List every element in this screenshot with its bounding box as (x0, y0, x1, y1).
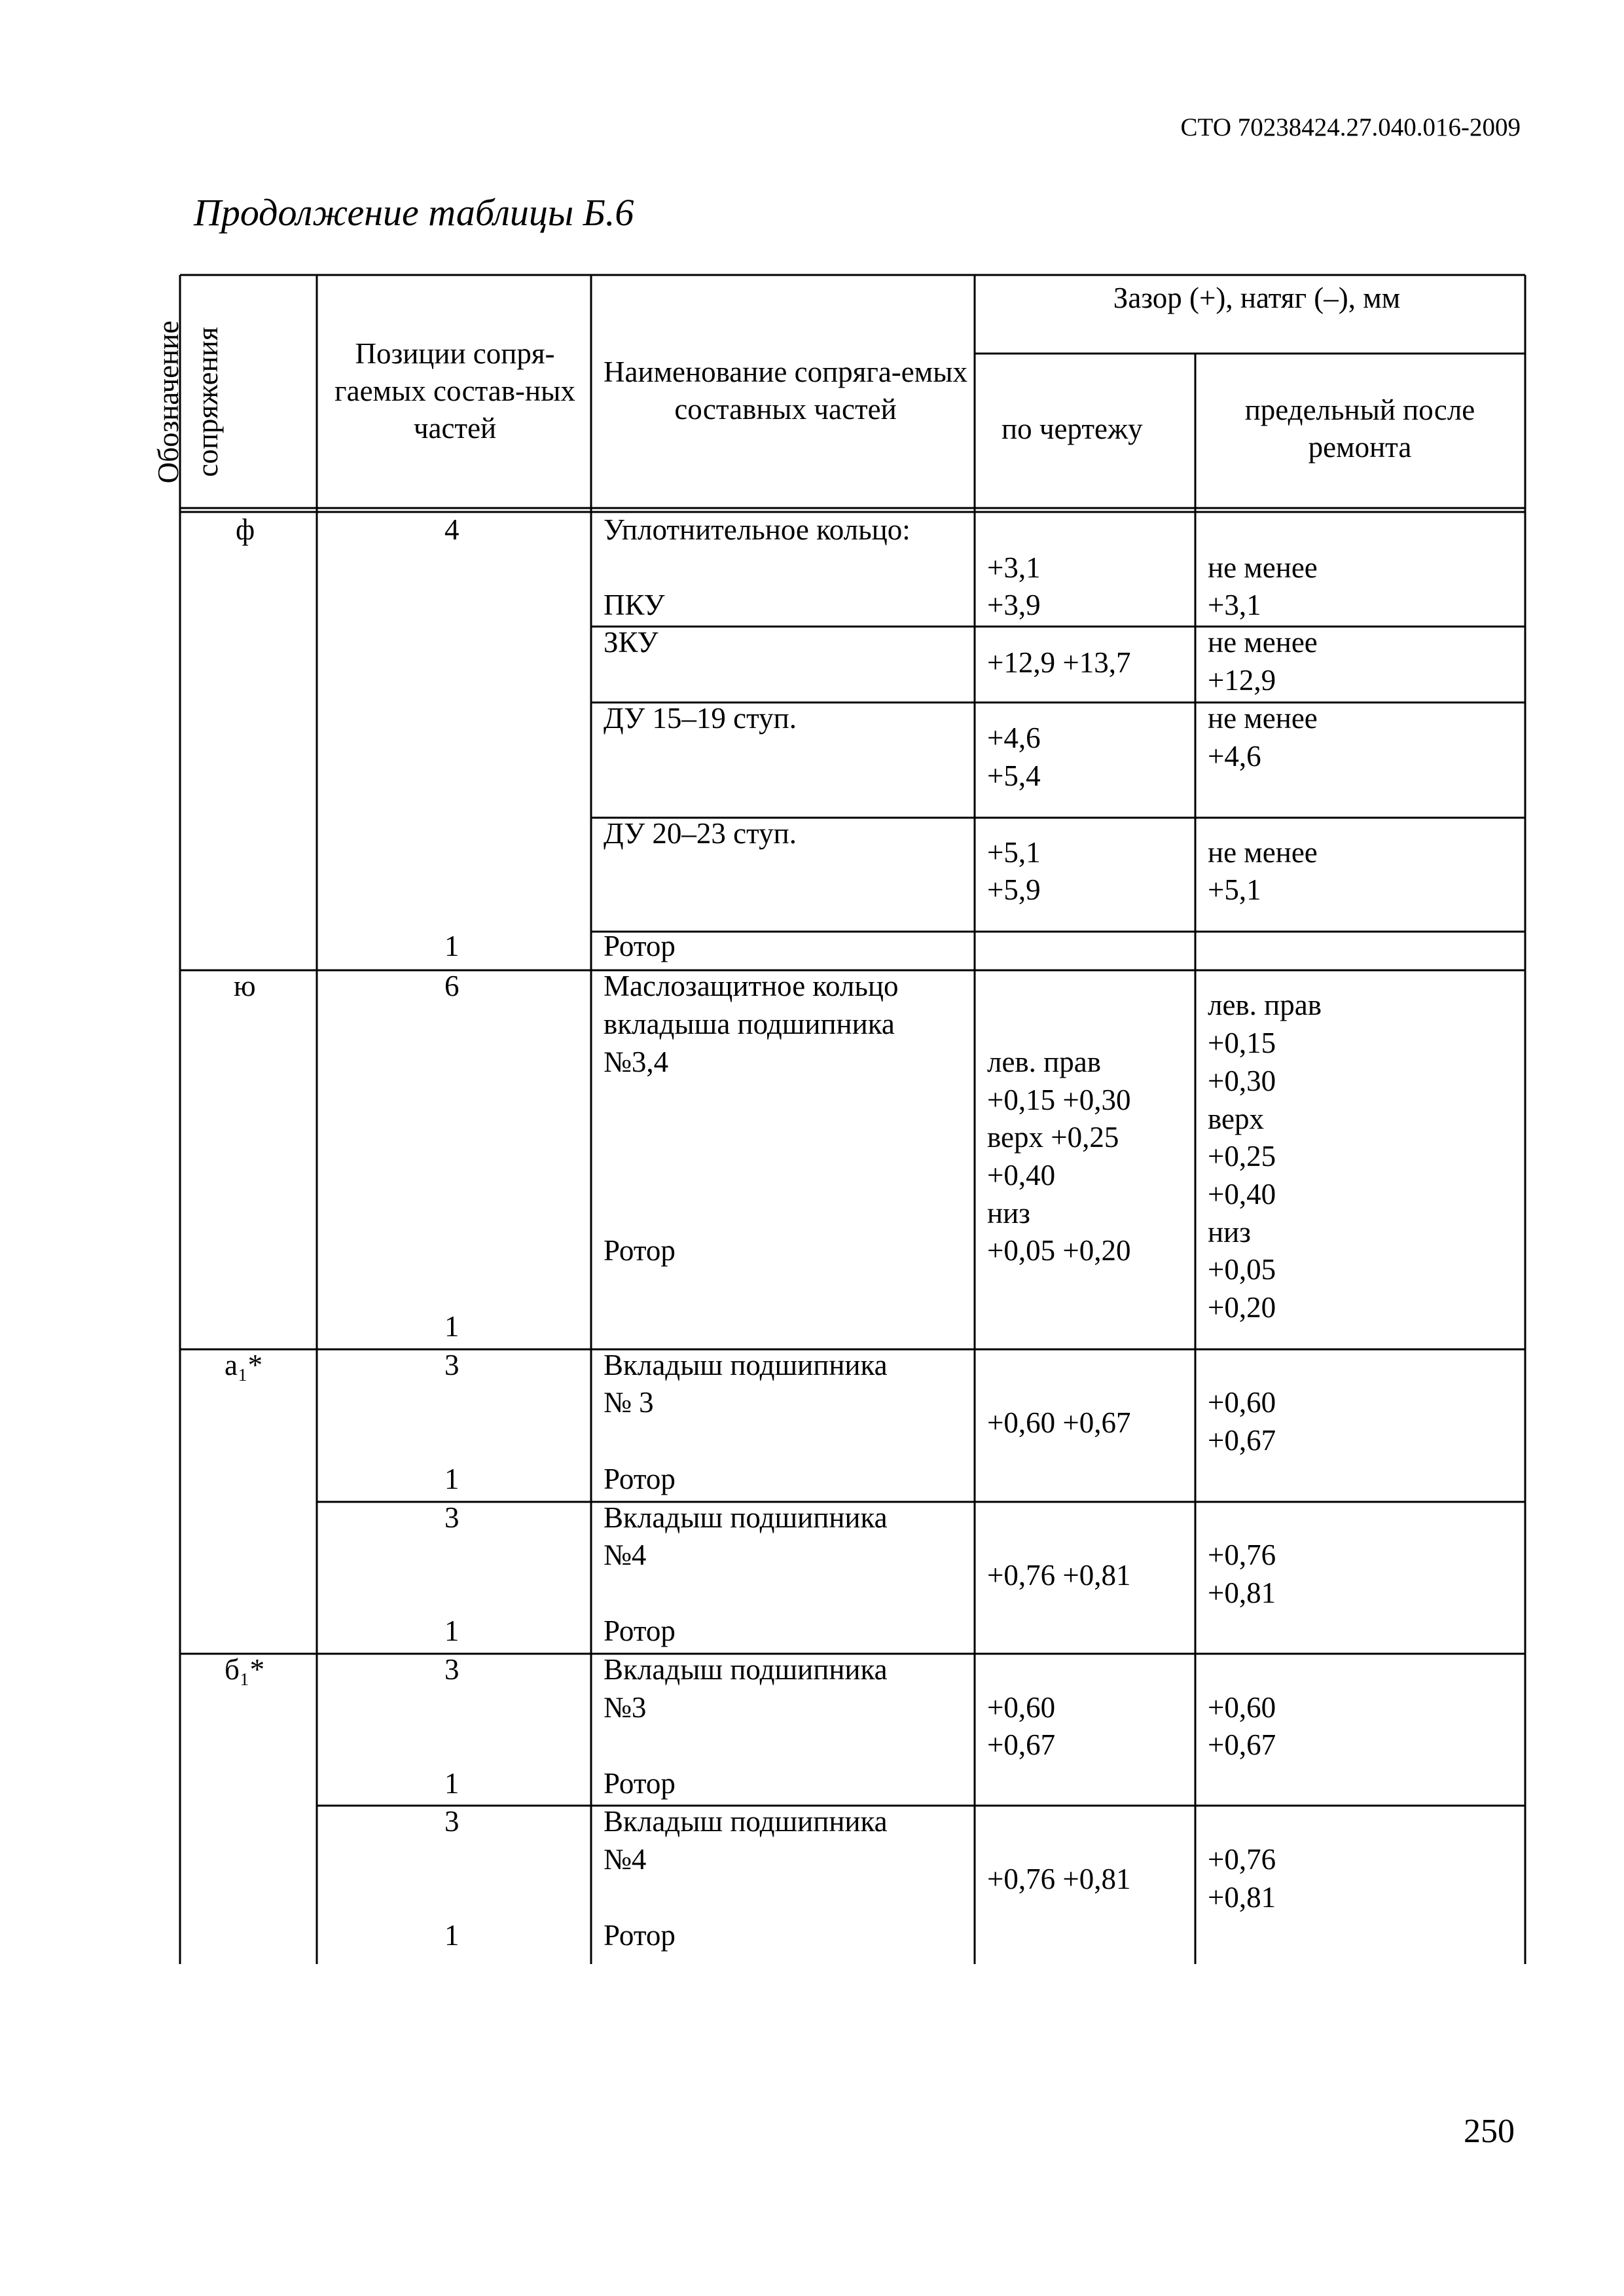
row-b1-name: Вкладыш подшипника (604, 1653, 888, 1686)
row-f-limit: не менее (1208, 626, 1318, 659)
row-b1-name: Вкладыш подшипника (604, 1805, 888, 1838)
row-b1-name: Ротор (604, 1767, 676, 1800)
row-yu-by-drawing: +0,05 +0,20 (987, 1234, 1131, 1267)
row-yu-limit: +0,25 (1208, 1140, 1276, 1173)
header-positions: Позиции сопря-гаемых состав-ных частей (334, 337, 575, 445)
row-f-by-drawing: +3,1 (987, 551, 1041, 584)
row-yu-limit: +0,05 (1208, 1253, 1276, 1286)
row-yu-limit: +0,20 (1208, 1291, 1276, 1324)
row-b1-designation: б₁* (225, 1653, 265, 1686)
row-a1-limit: +0,76 (1208, 1539, 1276, 1571)
row-yu-limit: +0,40 (1208, 1178, 1276, 1211)
row-yu-by-drawing: лев. прав (987, 1046, 1101, 1078)
row-a1-designation: а₁* (225, 1349, 263, 1381)
row-b1-limit: +0,76 (1208, 1843, 1276, 1876)
row-b1-position: 3 (444, 1805, 460, 1838)
row-f-name: ДУ 15–19 ступ. (604, 702, 797, 735)
row-f-name: ДУ 20–23 ступ. (604, 817, 797, 850)
row-a1-by-drawing: +0,76 +0,81 (987, 1559, 1131, 1592)
row-f-position: 1 (444, 930, 460, 962)
row-b1-limit: +0,67 (1208, 1728, 1276, 1761)
row-b1-by-drawing: +0,76 +0,81 (987, 1863, 1131, 1895)
row-yu-by-drawing: верх +0,25 (987, 1121, 1119, 1154)
row-a1-by-drawing: +0,60 +0,67 (987, 1406, 1131, 1439)
row-yu-by-drawing: низ (987, 1197, 1030, 1230)
row-f-limit: не менее (1208, 551, 1318, 584)
header-limit-after-repair: предельный после ремонта (1244, 393, 1475, 464)
row-f-name: ПКУ (604, 589, 665, 621)
row-f-limit: +3,1 (1208, 589, 1261, 621)
row-f-limit: +5,1 (1208, 873, 1261, 906)
row-b1-name: Ротор (604, 1919, 676, 1952)
row-yu-limit: низ (1208, 1216, 1251, 1248)
row-f-by-drawing: +5,4 (987, 759, 1041, 792)
row-a1-position: 3 (444, 1349, 460, 1381)
header-by-drawing: по чертежу (1001, 412, 1143, 445)
row-f-limit: не менее (1208, 836, 1318, 869)
row-b1-position: 1 (444, 1919, 460, 1952)
row-a1-position: 1 (444, 1463, 460, 1495)
page-number: 250 (1464, 2113, 1515, 2150)
row-a1-limit: +0,67 (1208, 1424, 1276, 1457)
row-f-by-drawing: +12,9 +13,7 (987, 646, 1131, 679)
row-f-limit: +12,9 (1208, 664, 1276, 697)
row-f-name: Ротор (604, 930, 676, 962)
row-a1-name: Ротор (604, 1614, 676, 1647)
row-f-name: Уплотнительное кольцо: (604, 513, 911, 546)
row-b1-by-drawing: +0,60 (987, 1691, 1056, 1724)
document-code: СТО 70238424.27.040.016-2009 (1180, 113, 1521, 141)
row-yu-limit: верх (1208, 1102, 1264, 1135)
row-f-by-drawing: +5,9 (987, 873, 1041, 906)
row-f-position: 4 (444, 513, 460, 546)
row-a1-name: Ротор (604, 1463, 676, 1495)
row-f-by-drawing: +5,1 (987, 836, 1041, 869)
row-a1-name: №4 (604, 1539, 647, 1571)
row-yu-limit: +0,30 (1208, 1065, 1276, 1097)
row-a1-name: Вкладыш подшипника (604, 1349, 888, 1381)
row-b1-position: 3 (444, 1653, 460, 1686)
table-title: Продолжение таблицы Б.6 (194, 191, 634, 234)
row-yu-by-drawing: +0,15 +0,30 (987, 1084, 1131, 1116)
row-a1-name: Вкладыш подшипника (604, 1501, 888, 1534)
row-yu-name: Маслозащитное кольцо (604, 970, 899, 1002)
row-b1-name: №3 (604, 1691, 647, 1724)
header-designation: Обозначение сопряжения (152, 320, 224, 484)
row-f-by-drawing: +4,6 (987, 721, 1041, 754)
row-yu-by-drawing: +0,40 (987, 1159, 1056, 1192)
row-yu-name: вкладыша подшипника (604, 1008, 895, 1040)
row-yu-limit: лев. прав (1208, 989, 1322, 1021)
row-b1-limit: +0,81 (1208, 1881, 1276, 1914)
row-b1-by-drawing: +0,67 (987, 1728, 1056, 1761)
row-f-limit: +4,6 (1208, 740, 1261, 773)
row-yu-name: Ротор (604, 1234, 676, 1267)
row-a1-position: 3 (444, 1501, 460, 1534)
row-b1-position: 1 (444, 1767, 460, 1800)
row-f-name: ЗКУ (604, 626, 659, 659)
row-f-limit: не менее (1208, 702, 1318, 735)
row-a1-name: № 3 (604, 1386, 654, 1419)
row-a1-limit: +0,81 (1208, 1576, 1276, 1609)
row-a1-limit: +0,60 (1208, 1386, 1276, 1419)
row-b1-name: №4 (604, 1843, 647, 1876)
row-b1-limit: +0,60 (1208, 1691, 1276, 1724)
row-yu-designation: ю (234, 970, 256, 1002)
row-f-by-drawing: +3,9 (987, 589, 1041, 621)
row-yu-position: 1 (444, 1310, 460, 1343)
header-clearance: Зазор (+), натяг (–), мм (1113, 282, 1401, 314)
row-yu-name: №3,4 (604, 1046, 669, 1078)
row-yu-limit: +0,15 (1208, 1027, 1276, 1059)
row-a1-position: 1 (444, 1614, 460, 1647)
row-f-designation: ф (236, 513, 255, 546)
header-name: Наименование сопряга-емых составных частей (604, 355, 967, 426)
row-yu-position: 6 (444, 970, 460, 1002)
